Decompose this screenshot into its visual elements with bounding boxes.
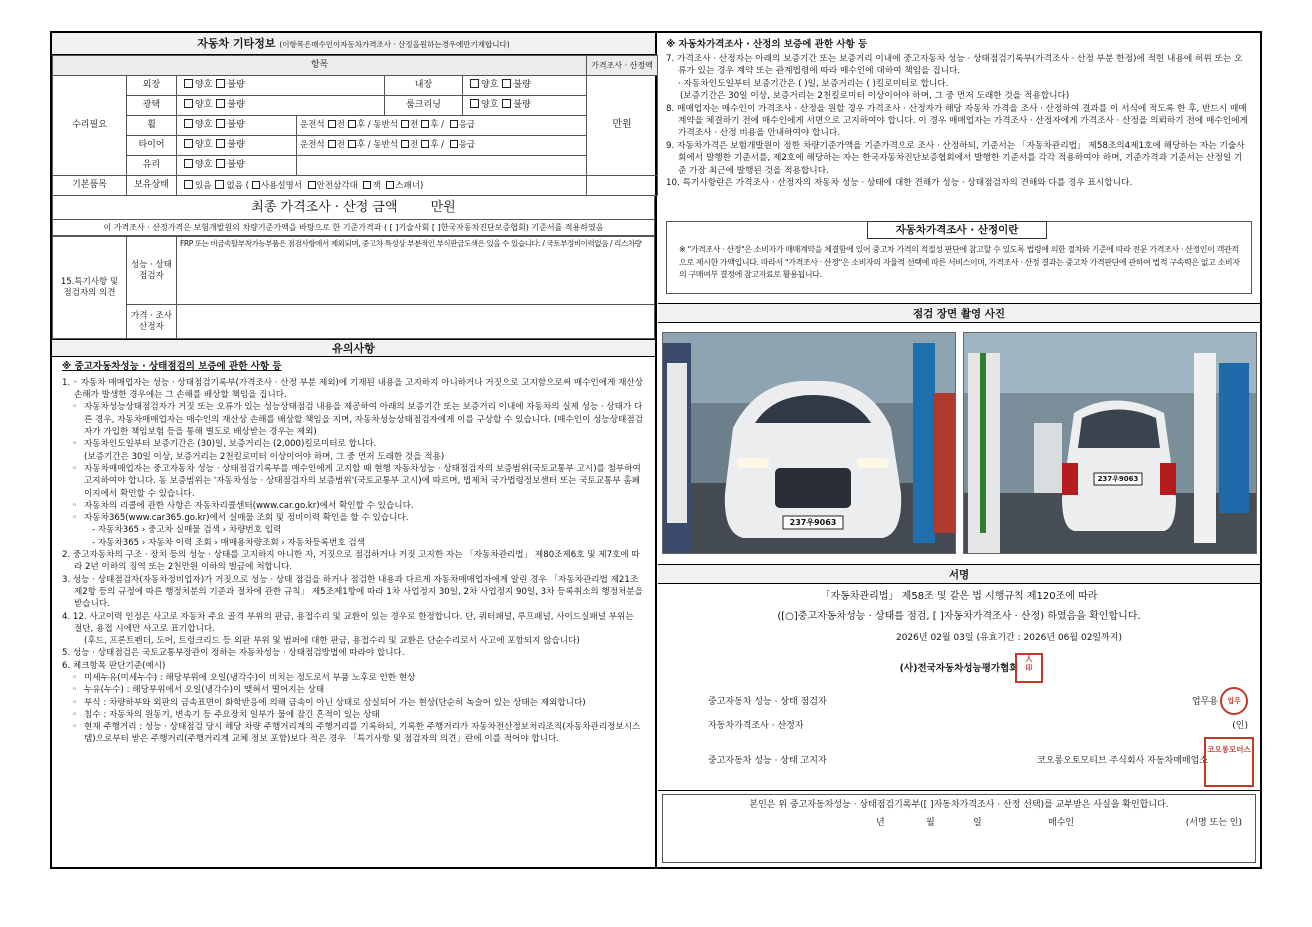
interior-good-checkbox[interactable] <box>470 79 479 88</box>
note-item: 2. 중고자동차의 구조 · 장치 등의 성능 · 상태를 고지하지 아니한 자, 거짓으로 점검하거나 거짓 고지한 자는 「자동차관리법」 제80조제6호 및 제7호에 따라 2년 이하의 징역 또는 2천만원 이하의 벌금에 처합니다. <box>62 550 640 573</box>
association-seal-icon: 人 印 <box>1015 653 1043 683</box>
wheel-passenger-front-checkbox[interactable] <box>401 120 409 128</box>
tire-bad-checkbox[interactable] <box>216 139 225 148</box>
left-column <box>52 33 657 867</box>
wheel-passenger-rear-checkbox[interactable] <box>421 120 429 128</box>
note-item: ◦ 자동차성능상태점검자가 거짓 또는 오류가 있는 성능상태점검 내용을 제공하여 아래의 보증기간 또는 보증거리 이내에 자동차의 실제 성능 · 상태가 다른 경우, 자동차매매업자는 매수인의 재산상 손해를 배상할 책임을 지며, 자동차성능상태점검자에게 이를 구상할 수 있습니다. (매수인이 성능상태점검자가 가입한 책임보험 등을 통해 별도로 배상받는 경우는 제외) <box>62 401 643 438</box>
gloss-options: 양호 불량 <box>177 96 385 116</box>
gloss-good-checkbox[interactable] <box>184 99 193 108</box>
price-note-item: · 자동차인도일부터 보증기간은 ( )일, 보증거리는 ( )킬로미터로 합니다. <box>678 78 949 89</box>
col-price-header: 가격조사 · 산정액 <box>587 56 658 76</box>
final-price-row <box>52 196 655 220</box>
price-note-item: 7. 가격조사 · 산정자는 아래의 보증기간 또는 보증거리 이내에 중고자동차 성능 · 상태점검기록부(가격조사 · 산정 부분 한정)에 적힌 내용에 허위 또는 오류가 있는 경우 계약 또는 관계법령에 따라 매수인에 대하여 책임을 집니다. <box>666 53 1243 77</box>
price-value: 만원 <box>587 76 658 176</box>
business-round-stamp-icon: 업무 <box>1220 687 1248 715</box>
price-note-item: 10. 특기사항란은 가격조사 · 산정자의 자동차 성능 · 상태에 대한 견해가 성능 · 상태점검자의 견해와 다를 경우 표시합니다. <box>666 177 1133 188</box>
manual-checkbox[interactable] <box>252 181 260 189</box>
rear-plate: 237우9063 <box>1097 475 1139 483</box>
price-checker-label: 가격 · 조사 산정자 <box>127 305 177 339</box>
col-item-header: 항목 <box>53 56 587 76</box>
receipt-buyer: 매수인 <box>1048 818 1075 828</box>
note-item: ◦ 자동차365(www.car365.go.kr)에서 실매물 조회 및 정비이력 확인을 할 수 있습니다. <box>62 512 643 524</box>
front-plate: 237우9063 <box>789 518 837 527</box>
wheel-position-options: 운전석 전 후 / 동반석 전 후 / 응급 <box>297 116 587 136</box>
price-checker-label: 자동차가격조사 · 산정자 <box>708 721 804 732</box>
price-checker-row <box>708 719 1248 735</box>
tire-passenger-front-checkbox[interactable] <box>401 140 409 148</box>
possession-label: 보유상태 <box>127 176 177 196</box>
price-checker-opinion[interactable] <box>177 305 655 339</box>
receipt-sign[interactable]: (서명 또는 인) <box>1185 818 1242 828</box>
final-price-note: 이 가격조사 · 산정가격은 보험개발원의 차량기준가액을 바탕으로 한 기준가격과 ( [ ]기술사회 [ ]한국자동차진단보증협회) 기준서를 적용하였음 <box>52 220 655 236</box>
notifier-row <box>708 754 1248 770</box>
row-interior-label: 내장 <box>385 76 463 96</box>
triangle-checkbox[interactable] <box>308 181 316 189</box>
note-item: (후드, 프론트펜더, 도어, 트렁크리드 등 외판 부위 및 범퍼에 대한 판금, 용접수리 및 교환은 단순수리로서 사고에 포함되지 않습니다) <box>84 636 580 647</box>
business-use-label: 업무용 <box>1191 697 1218 708</box>
price-note-item: 8. 매매업자는 매수인이 가격조사 · 산정을 원할 경우 가격조사 · 산정자가 해당 자동차 가격을 조사 · 산정하여 결과를 이 서식에 적도록 한 후, 반드시 매매계약을 체결하기 전에 매수인에게 서면으로 고지하여야 합니다. 이 경우 매매업자는 가격조사 · 산정자에게 가격조사 · 산정을 의뢰하기 전에 매수인에게 가격조사 · 산정 비용을 안내하여야 합니다. <box>666 103 1248 139</box>
inspection-photo-rear <box>963 332 1257 554</box>
repair-needed-label: 수리필요 <box>53 76 127 176</box>
exterior-bad-checkbox[interactable] <box>216 79 225 88</box>
note-item: ◦ 자동차인도일부터 보증기간은 (30)일, 보증거리는 (2,000)킬로미터로 합니다. <box>62 438 643 450</box>
final-price-unit: 만원 <box>430 200 456 215</box>
photo-section-title: 점검 장면 촬영 사진 <box>658 303 1260 323</box>
tire-driver-front-checkbox[interactable] <box>328 140 336 148</box>
perf-checker-label: 중고자동차 성능 · 상태 점검자 <box>708 697 827 708</box>
etc-info-subtitle: (이항목은매수인이자동차가격조사 · 산정을원하는경우에만기재합니다) <box>279 40 510 49</box>
right-column <box>658 33 1260 867</box>
possession-options: 있음 없음 ( 사용설명서 안전삼각대 잭 스패너) <box>177 176 587 196</box>
row-tire-label: 타이어 <box>127 136 177 156</box>
price-definition-box <box>666 221 1252 294</box>
glass-options: 양호 불량 <box>177 156 297 176</box>
notifier-label: 중고자동차 성능 · 상태 고지자 <box>708 756 827 767</box>
row-wheel-label: 휠 <box>127 116 177 136</box>
price-note-item: 9. 자동차가격은 보험개발원이 정한 차량기준가액을 기준가격으로 조사 · 산정하되, 기준서는 「자동차관리법」 제58조의4제1호에 해당하는 자는 기술사회에서 발행한 기준서를, 제2호에 해당하는 자는 한국자동차진단보증협회에서 발행한 기준서를 각각 적용하여야 하며, 기준가격과 기준서는 산정일 기준 가장 최근에 발행된 것을 적용합니다. <box>666 140 1245 176</box>
price-warranty-title: ※ 자동차가격조사 · 산정의 보증에 관한 사항 등 <box>666 39 868 50</box>
none-checkbox[interactable] <box>215 180 224 189</box>
wheel-driver-rear-checkbox[interactable] <box>348 120 356 128</box>
tire-passenger-rear-checkbox[interactable] <box>421 140 429 148</box>
note-item: ◦ 현재 주행거리 : 성능 · 상태점검 당시 해당 차량 주행거리계의 주행거리를 기록하되, 기록한 주행거리가 자동차전산정보처리조직(자동차관리정보시스템)으로부터 받은 주행거리(주행거리계 교체 정보 포함)보다 적은 경우 「특기사항 및 점검자의 의견」란에 이를 적어야 합니다. <box>62 721 643 746</box>
note-item: (보증기간은 30일 이상, 보증거리는 2천킬로미터 이상이어야 하며, 그 중 먼저 도래한 것을 적용) <box>84 451 445 462</box>
row-glass-label: 유리 <box>127 156 177 176</box>
note-item: ◦ 미세누유(미세누수) : 해당부위에 오일(냉각수)이 비치는 정도로서 부품 노후로 인한 현상 <box>62 672 643 684</box>
wheel-driver-front-checkbox[interactable] <box>328 120 336 128</box>
receipt-text: 본인은 위 중고자동차성능 · 상태점검기록부([ ]자동차가격조사 · 산정 선택)를 교부받은 사실을 확인합니다. <box>749 800 1169 810</box>
exterior-good-checkbox[interactable] <box>184 79 193 88</box>
exterior-options: 양호 불량 <box>177 76 385 96</box>
note-item: 1. ◦ 자동차 매매업자는 성능 · 상태점검기록부(가격조사 · 산정 부분 제외)에 기재된 내용을 고지하지 아니하거나 거짓으로 고지함으로써 매수인에게 재산상 손해가 발생한 경우에는 그 손해를 배상할 책임을 집니다. <box>62 377 644 401</box>
glass-bad-checkbox[interactable] <box>216 159 225 168</box>
inspection-photo-front <box>662 332 956 554</box>
gloss-bad-checkbox[interactable] <box>216 99 225 108</box>
row-gloss-label: 광택 <box>127 96 177 116</box>
row-roomclean-label: 룸크리닝 <box>385 96 463 116</box>
note-item: 3. 성능 · 상태점검자(자동차정비업자)가 거짓으로 성능 · 상태 점검을 하거나 점검한 내용과 다르게 자동차매매업자에게 알린 경우 「자동차관리법 제21조제2항 등의 규정에 따른 행정처분의 기준과 절차에 관한 규칙」 제5조제1항에 따라 1차 사업정지 30일, 2차 사업정지 90일, 3차 등록취소의 행정처분을 받습니다. <box>62 574 643 610</box>
final-price-label: 최종 가격조사 · 산정 금액 <box>251 200 398 215</box>
perf-checker-opinion: FRP 또는 비금속탈부착가능부품은 점검사항에서 제외되며, 중고차 특성상 부분적인 부식판금도색은 있을 수 있습니다. / 국토부정비이력없음 / 리스차량 <box>177 237 655 305</box>
roomclean-good-checkbox[interactable] <box>470 99 479 108</box>
tire-options: 양호 불량 <box>177 136 297 156</box>
note-item: ◦ 자동차의 리콜에 관한 사항은 자동차리콜센터(www.car.go.kr)에서 확인할 수 있습니다. <box>62 500 643 512</box>
warranty-title: ※ 중고자동차성능 · 상태점검의 보증에 관한 사항 등 <box>62 361 282 372</box>
wheel-options: 양호 불량 <box>177 116 297 136</box>
tire-emergency-checkbox[interactable] <box>450 140 458 148</box>
special-notes-table <box>52 236 655 339</box>
note-item: - 자동차365 › 중고차 실매물 검색 › 차량번호 입력 <box>92 525 282 536</box>
note-item: 4. 12. 사고이력 인정은 사고로 자동차 주요 골격 부위의 판금, 용접수리 및 교환이 있는 경우로 한정합니다. 단, 쿼터패널, 루프패널, 사이드실패널 부위는 절단, 용접 시에만 사고로 표기합니다. <box>62 611 634 634</box>
perf-checker-label: 성능 · 상태 점검자 <box>127 237 177 305</box>
etc-info-title: 자동차 기타정보 <box>197 37 276 50</box>
receipt-box <box>658 790 1260 866</box>
association-name: (사)전국자동차성능평가협회 <box>899 663 1019 674</box>
tire-good-checkbox[interactable] <box>184 139 193 148</box>
rear-car-photo <box>964 333 1257 554</box>
price-definition-text: ※ "가격조사 · 산정"은 소비자가 매매계약을 체결함에 있어 중고차 가격의 적절성 판단에 참고할 수 있도록 법령에 의한 절차와 기준에 따라 전문 가격조사 · 산정인이 객관적으로 제시한 가액입니다. 따라서 "가격조사 · 산정"은 소비자의 자율적 선택에 따른 서비스이며, 가격조사 · 산정 결과는 중고차 가격판단에 관하여 법적 구속력은 없고 소비자의 구매여부 결정에 참고자료로 활용됩니다. <box>679 245 1240 279</box>
etc-info-header <box>52 33 655 55</box>
perf-checker-row <box>708 695 1248 711</box>
jack-checkbox[interactable] <box>363 181 371 189</box>
dealer-square-stamp-icon: 코오롱모터스 <box>1204 737 1254 787</box>
special-notes-label: 15.특기사항 및 점검자의 의견 <box>53 237 127 339</box>
price-warranty-notes <box>658 53 1260 189</box>
interior-options: 양호 불량 <box>463 76 587 96</box>
sign-line-2: ([○]중고자동차성능 · 상태를 점검, [ ]자동차가격조사 · 산정) 하였음을 확인합니다. <box>777 611 1141 622</box>
row-exterior-label: 외장 <box>127 76 177 96</box>
roomclean-options: 양호 불량 <box>463 96 587 116</box>
note-item: ◦ 침수 : 자동차의 원동기, 변속기 등 주요장치 일부가 물에 잠긴 흔적이 있는 상태 <box>62 709 643 721</box>
price-checker-seal: (인) <box>1232 721 1248 732</box>
receipt-day: 일 <box>973 818 982 828</box>
note-item: ◦ 누유(누수) : 해당부위에서 오일(냉각수)이 맺혀서 떨어지는 상태 <box>62 684 643 696</box>
wheel-good-checkbox[interactable] <box>184 119 193 128</box>
note-item: ◦ 부식 : 차량하부와 외판의 금속표면이 화학반응에 의해 금속이 아닌 상태로 상실되어 가는 현상(단순히 녹슬어 있는 상태는 제외합니다) <box>62 697 643 709</box>
roomclean-bad-checkbox[interactable] <box>502 99 511 108</box>
etc-info-table <box>52 55 658 196</box>
warranty-notes <box>52 375 655 746</box>
wheel-bad-checkbox[interactable] <box>216 119 225 128</box>
interior-bad-checkbox[interactable] <box>502 79 511 88</box>
tire-driver-rear-checkbox[interactable] <box>348 140 356 148</box>
sign-line-1: 「자동차관리법」 제58조 및 같은 법 시행규칙 제120조에 따라 <box>820 591 1098 602</box>
notice-header: 유의사항 <box>52 339 655 357</box>
price-note-item: (보증기간은 30일 이상, 보증거리는 2천킬로미터 이상이어야 하며, 그 중 먼저 도래한 것을 적용합니다) <box>680 91 1070 102</box>
note-item: - 자동차365 › 자동차 이력 조회 › 매매용차량조회 › 자동차등록번호 검색 <box>92 537 365 548</box>
tire-position-options: 운전석 전 후 / 동반석 전 후 / 응급 <box>297 136 587 156</box>
sign-date: 2026년 02월 03일 (유효기간 : 2026년 06월 02일까지) <box>895 633 1123 643</box>
signature-section-title: 서명 <box>658 564 1260 584</box>
receipt-year: 년 <box>876 818 885 828</box>
glass-good-checkbox[interactable] <box>184 159 193 168</box>
note-item: 6. 체크항목 판단기준(예시) <box>62 660 166 671</box>
inspection-record-page <box>50 31 1262 869</box>
wheel-emergency-checkbox[interactable] <box>450 120 458 128</box>
spanner-checkbox[interactable] <box>386 181 394 189</box>
dealer-name: 코오롱오토모티브 주식회사 자동차매매업소 <box>1037 756 1208 767</box>
note-item: ◦ 자동차매매업자는 중고자동차 성능 · 상태점검기록부를 매수인에게 고지할 때 현행 자동차성능 · 상태점검자의 보증범위(국토교통부 고시)를 첨부하여 고지하여야 합니다. 동 보증범위는 '자동차성능 · 상태점검자의 보증범위'(국토교통부 고시)에 따르며, 법제처 국가법령정보센터 또는 국토교통부 홈페이지에서 확인할 수 있습니다. <box>62 463 643 500</box>
have-checkbox[interactable] <box>184 180 193 189</box>
price-definition-title: 자동차가격조사 · 산정이란 <box>867 221 1047 239</box>
receipt-month: 월 <box>926 818 935 828</box>
basic-items-label: 기본품목 <box>53 176 127 196</box>
note-item: 5. 성능 · 상태점검은 국토교통부장관이 정하는 자동차성능 · 상태점검방법에 따라야 합니다. <box>62 648 405 659</box>
